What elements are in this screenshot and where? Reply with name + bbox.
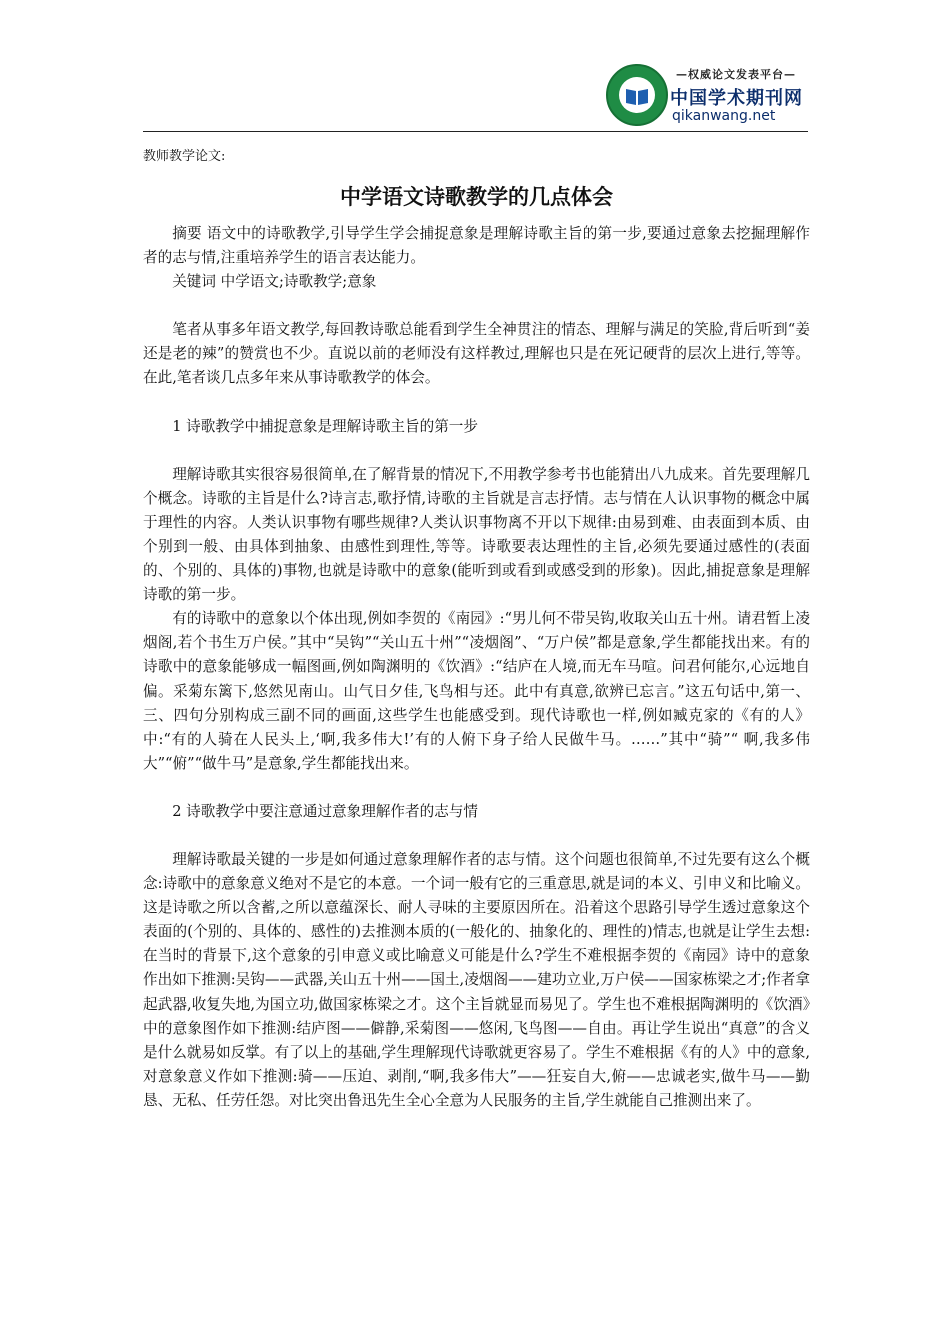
brand-url[interactable]: qikanwang.net [672,108,776,124]
brand-tagline: —权威论文发表平台— [676,68,796,81]
keywords: 关键词 中学语文;诗歌教学;意象 [172,273,377,291]
doc-category: 教师教学论文: [143,149,226,164]
section-2-paragraph-1: 理解诗歌最关键的一步是如何通过意象理解作者的志与情。这个问题也很简单,不过先要有这么个概念:诗歌中的意象意义绝对不是它的本意。一个词一般有它的三重意思,就是词的本义、引申义和比喻义。这是诗歌之所以含蓄,之所以意蕴深长、耐人寻味的主要原因所在。沿着这个思路引导学生透过意象这个表面的(个别的、具体的、感性的)去推测本质的(一般化的、抽象化的、理性的)情志,也就是让学生去想:在当时的背景下,这个意象的引申意义或比喻意义可能是什么?学生不难根据李贺的《南园》诗中的意象作出如下推测:吴钩——武器,关山五十州——国土,凌烟阁——建功立业,万户侯——国家栋梁之才;作者拿起武器,收复失地,为国立功,做国家栋梁之才。这个主旨就显而易见了。学生也不难根据陶渊明的《饮酒》中的意象图作如下推测:结庐图——僻静,采菊图——悠闲,飞鸟图——自由。再让学生说出“真意”的含义是什么就易如反掌。有了以上的基础,学生理解现代诗歌就更容易了。学生不难根据《有的人》中的意象,对意象意义作如下推测:骑——压迫、剥削,“啊,我多伟大”——狂妄自大,俯——忠诚老实,做牛马——勤恳、无私、任劳任怨。对比突出鲁迅先生全心全意为人民服务的主旨,学生就能自己推测出来了。 [143,850,810,1109]
brand-logo[interactable] [604,62,808,128]
brand-name: 中国学术期刊网 [670,88,803,109]
doc-title: 中学语文诗歌教学的几点体会 [340,185,613,209]
section-1-paragraph-2: 有的诗歌中的意象以个体出现,例如李贺的《南园》:“男儿何不带吴钩,收取关山五十州。请君暂上凌烟阁,若个书生万户侯。”其中“吴钩”“关山五十州”“凌烟阁”、“万户侯”都是意象,学生都能找出来。有的诗歌中的意象能够成一幅图画,例如陶渊明的《饮酒》:“结庐在人境,而无车马喧。问君何能尔,心远地自偏。采菊东篱下,悠然见南山。山气日夕佳,飞鸟相与还。此中有真意,欲辨已忘言。”这五句话中,第一、三、四句分别构成三副不同的画面,这些学生也能感受到。现代诗歌也一样,例如臧克家的《有的人》中:“有的人骑在人民头上,‘啊,我多伟大!’有的人俯下身子给人民做牛马。……”其中“骑”“ 啊,我多伟大”“俯”“做牛马”是意象,学生都能找出来。 [143,610,810,772]
header-divider [143,131,808,132]
abstract: 摘要 语文中的诗歌教学,引导学生学会捕捉意象是理解诗歌主旨的第一步,要通过意象去挖掘理解作者的志与情,注重培养学生的语言表达能力。 [143,225,810,267]
section-1-paragraph-1: 理解诗歌其实很容易很简单,在了解背景的情况下,不用教学参考书也能猜出八九成来。首先要理解几个概念。诗歌的主旨是什么?诗言志,歌抒情,诗歌的主旨就是言志抒情。志与情在人认识事物的概念中属于理性的内容。人类认识事物有哪些规律?人类认识事物离不开以下规律:由易到难、由表面到本质、由个别到一般、由具体到抽象、由感性到理性,等等。诗歌要表达理性的主旨,必须先要通过感性的(表面的、个别的、具体的)事物,也就是诗歌中的意象(能听到或看到或感受到的形象)。因此,捕捉意象是理解诗歌的第一步。 [143,465,810,604]
section-1-heading: 1 诗歌教学中捕捉意象是理解诗歌主旨的第一步 [172,417,478,435]
book-seal-icon [606,64,668,126]
intro-paragraph: 笔者从事多年语文教学,每回教诗歌总能看到学生全神贯注的情态、理解与满足的笑脸,背后听到“姜还是老的辣”的赞赏也不少。直说以前的老师没有这样教过,理解也只是在死记硬背的层次上进行,等等。在此,笔者谈几点多年来从事诗歌教学的体会。 [143,321,810,387]
section-2-heading: 2 诗歌教学中要注意通过意象理解作者的志与情 [172,802,478,820]
document-body [143,148,810,1113]
page-header [143,62,808,132]
